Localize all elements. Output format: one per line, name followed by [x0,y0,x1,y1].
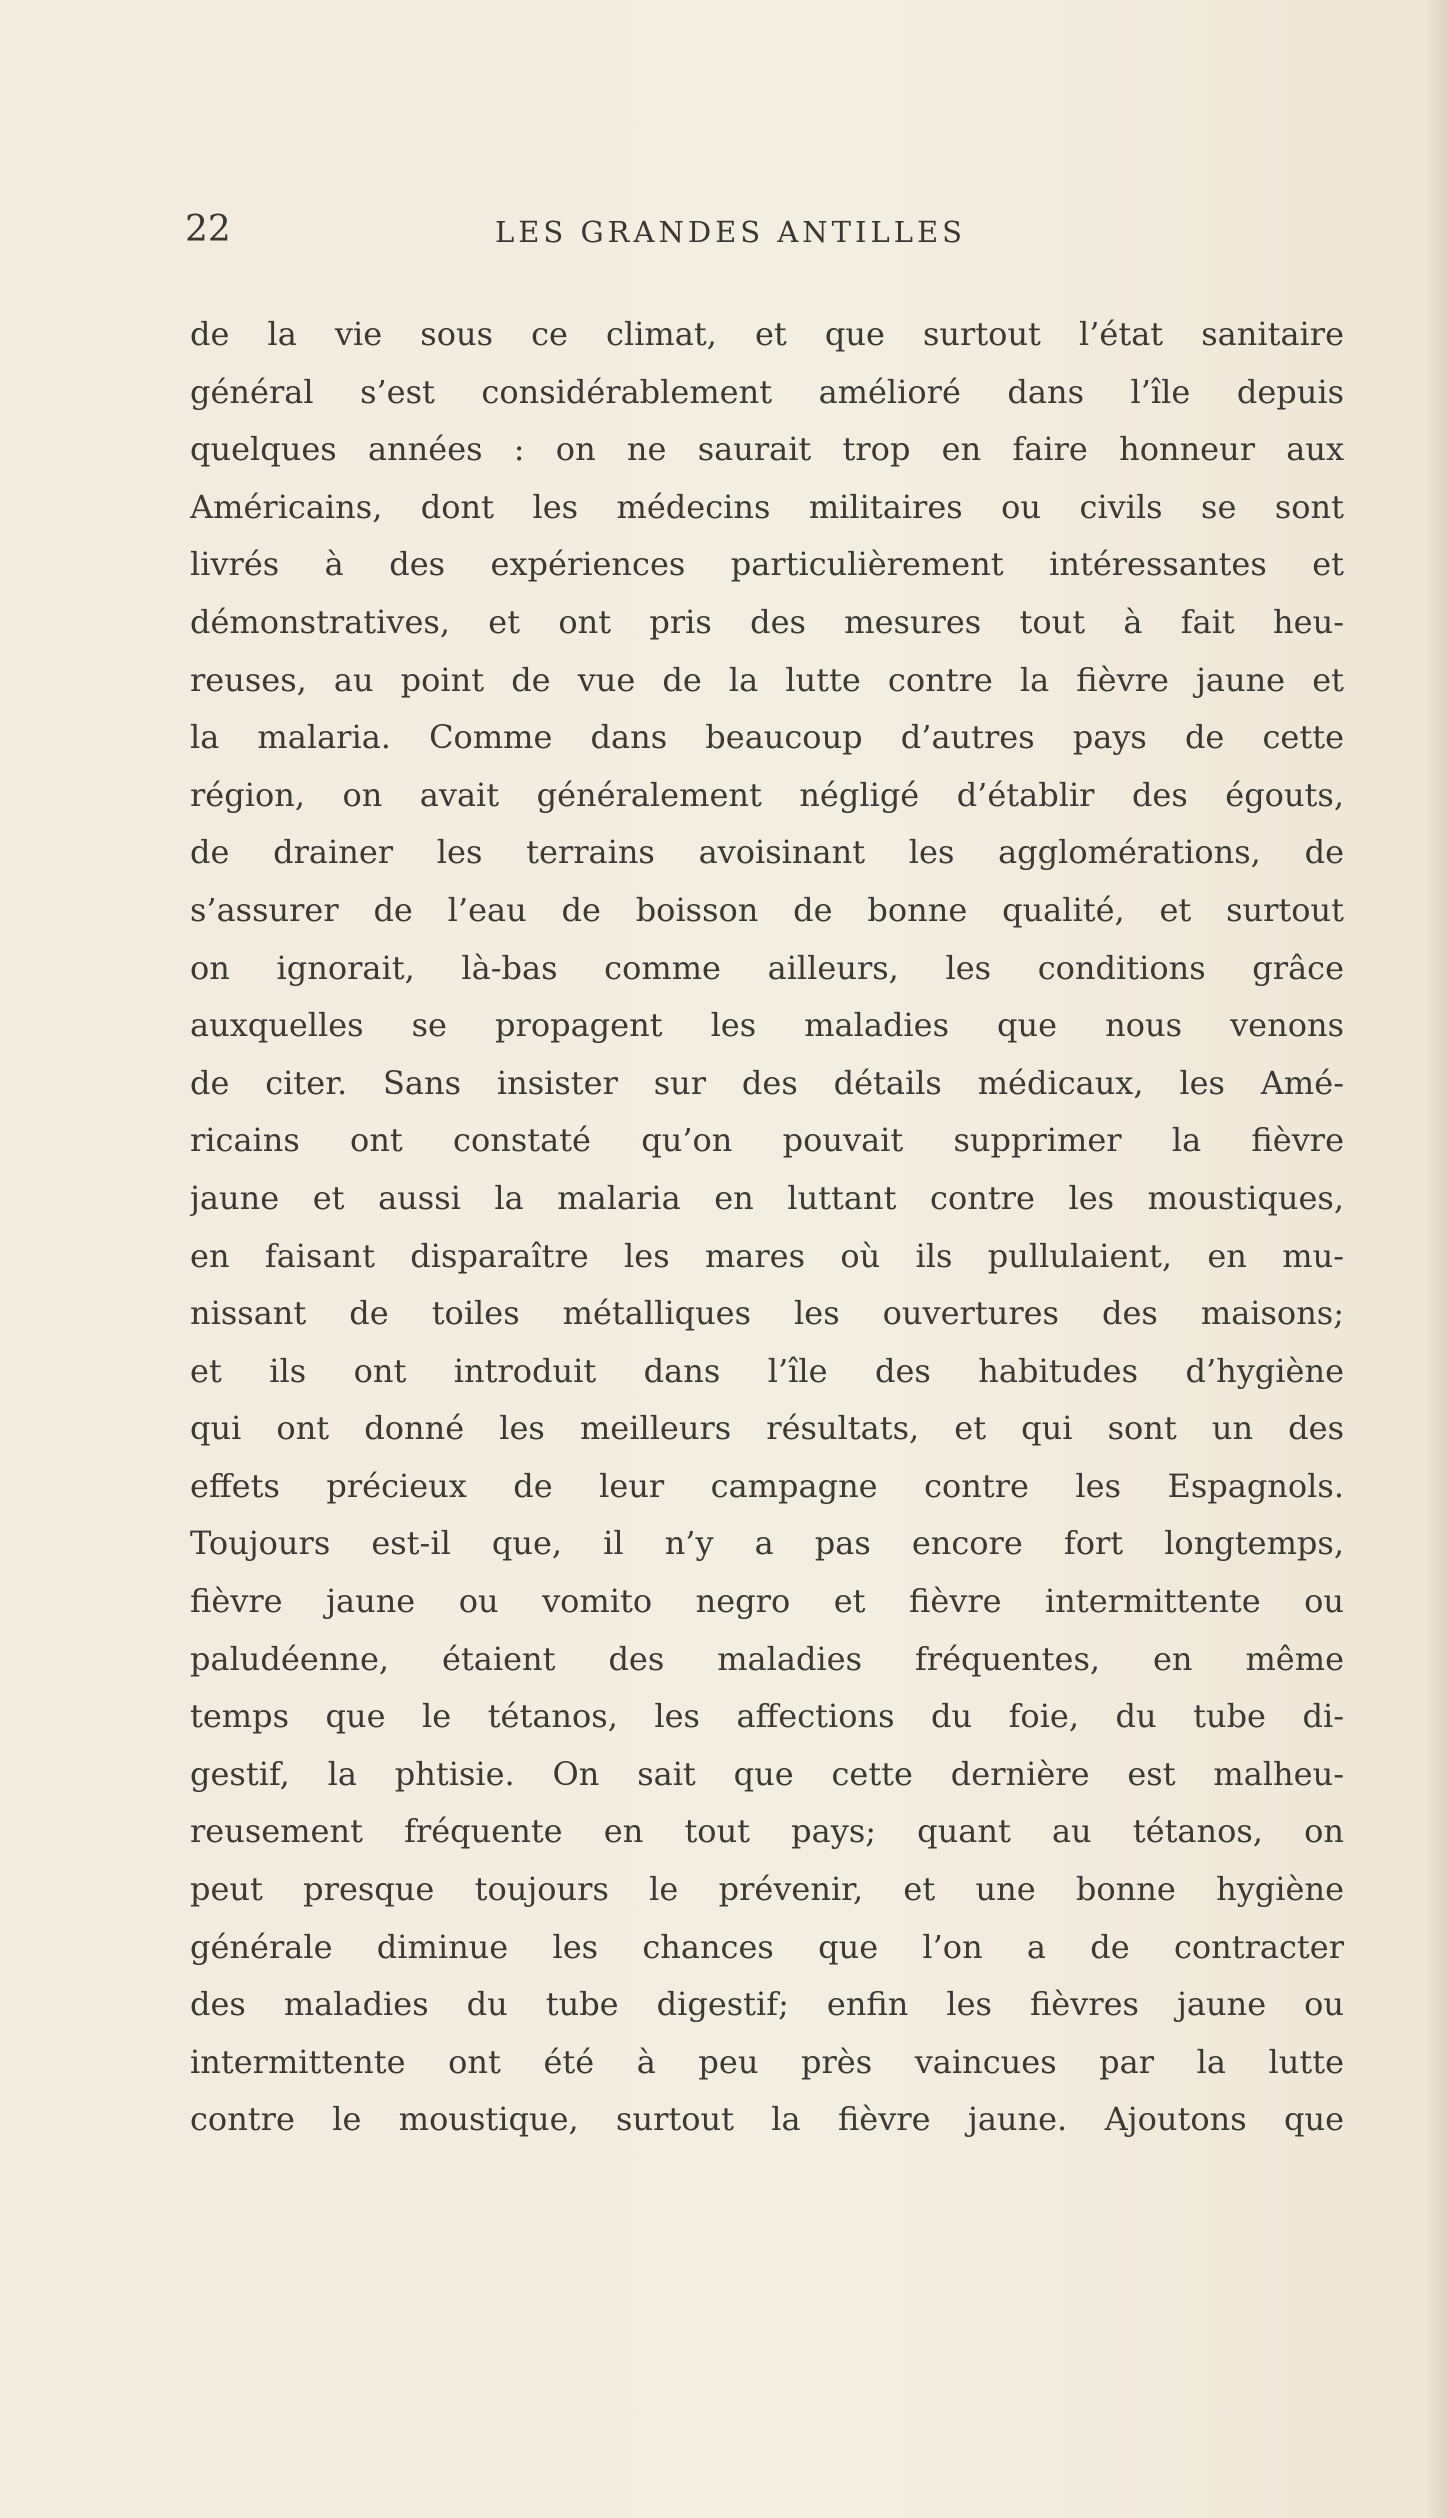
text-line: des maladies du tube digestif; enfin les fièvres jaune ou [190,1985,1344,2024]
text-line: reusement fréquente en tout pays; quant au tétanos, on [190,1812,1344,1851]
text-line: et ils ont introduit dans l’île des habitudes d’hygiène [190,1351,1344,1390]
text-line: région, on avait généralement négligé d’établir des égouts, [190,775,1344,814]
text-line: la malaria. Comme dans beaucoup d’autres pays de cette [190,718,1344,757]
page-edge-shadow [1426,0,1448,2518]
text-line: de drainer les terrains avoisinant les agglomérations, de [190,833,1344,872]
text-line: paludéenne, étaient des maladies fréquentes, en même [190,1639,1344,1678]
text-line: en faisant disparaître les mares où ils pullulaient, en mu- [190,1236,1344,1275]
text-line: nissant de toiles métalliques les ouvertures des maisons; [190,1294,1344,1333]
text-line: quelques années : on ne saurait trop en faire honneur aux [190,430,1344,469]
text-line: de la vie sous ce climat, et que surtout l’état sanitaire [190,315,1344,353]
text-line: reuses, au point de vue de la lutte contre la fièvre jaune et [190,660,1344,699]
text-line: général s’est considérablement amélioré dans l’île depuis [190,372,1344,411]
body-text [190,306,1344,2149]
text-line: ricains ont constaté qu’on pouvait supprimer la fièvre [190,1121,1344,1160]
text-line: Américains, dont les médecins militaires ou civils se sont [190,487,1344,526]
text-line: s’assurer de l’eau de boisson de bonne qualité, et surtout [190,890,1344,929]
text-line: peut presque toujours le prévenir, et une bonne hygiène [190,1870,1344,1909]
running-head: LES GRANDES ANTILLES [495,215,967,249]
text-line: jaune et aussi la malaria en luttant contre les moustiques, [190,1178,1344,1217]
text-line: de citer. Sans insister sur des détails médicaux, les Amé- [190,1063,1344,1102]
text-line: démonstratives, et ont pris des mesures tout à fait heu- [190,602,1344,641]
text-line: gestif, la phtisie. On sait que cette dernière est malheu- [190,1754,1344,1793]
page-header [185,205,1345,255]
text-line: qui ont donné les meilleurs résultats, et qui sont un des [190,1409,1344,1448]
text-line: intermittente ont été à peu près vaincues par la lutte [190,2042,1344,2081]
text-line: contre le moustique, surtout la fièvre jaune. Ajoutons que [190,2100,1344,2139]
text-line: générale diminue les chances que l’on a de contracter [190,1927,1344,1966]
page-number: 22 [185,209,231,250]
text-line: livrés à des expériences particulièrement intéressantes et [190,545,1344,584]
text-line: Toujours est-il que, il n’y a pas encore fort longtemps, [190,1524,1344,1563]
text-line: auxquelles se propagent les maladies que nous venons [190,1006,1344,1045]
text-line: temps que le tétanos, les affections du foie, du tube di- [190,1697,1344,1736]
text-line: on ignorait, là-bas comme ailleurs, les conditions grâce [190,948,1344,987]
text-line: effets précieux de leur campagne contre les Espagnols. [190,1466,1344,1505]
text-line: fièvre jaune ou vomito negro et fièvre intermittente ou [190,1582,1344,1621]
